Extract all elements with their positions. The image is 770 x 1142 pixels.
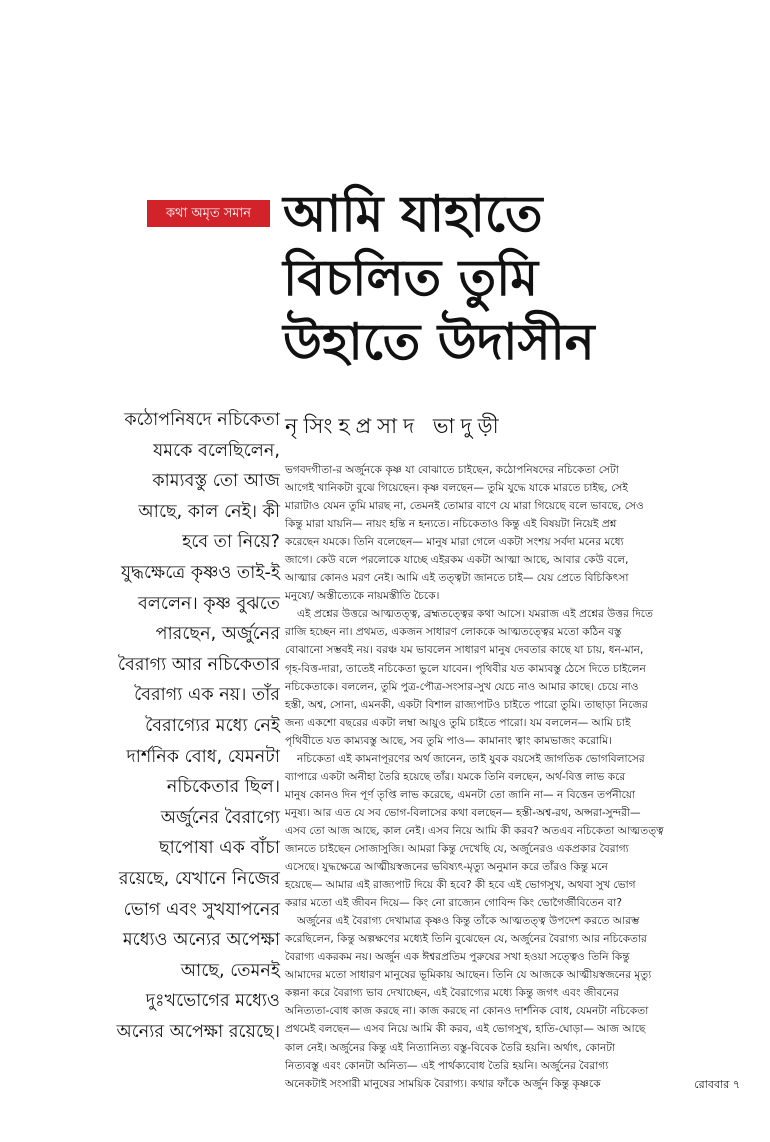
body-text-line: ভগবদগীতা-র অর্জুনকে কৃষ্ণ যা বোঝাতে চাইছেন, কঠোপনিষদের নচিকেতা সেটা: [285, 464, 619, 476]
body-text-line: কাল নেই। অর্জুনের কিন্তু এই নিত্যানিত্য বস্তু-বিবেক তৈরি হয়নি। অর্থাৎ, কোনটা: [285, 1041, 616, 1054]
body-text-line: জাগে। কেউ বলে পরলোকে যাচ্ছে এইরকম একটা আত্মা আছে, আবার কেউ বলে,: [285, 554, 629, 567]
pull-quote-line: যমকে বলেছিলেন,: [153, 440, 280, 461]
pull-quote-line: হবে তা নিয়ে?: [182, 532, 280, 553]
body-text-line: বৈরাগ্য একরকম নয়। অর্জুন এক ঈশ্বরপ্রতিম পুরুষের সখা হওয়া সত্ত্বেও তিনি কিন্তু: [285, 951, 630, 964]
pull-quote: [52, 405, 280, 1047]
pull-quote-line: কাম্যবস্তু তো আজ: [152, 471, 280, 492]
article-body: [285, 461, 745, 1093]
title-line: আমি যাহাতে: [283, 185, 543, 243]
body-text-line: মনুষ্য। আর এত যে সব ভোগ-বিলাসের কথা বলছেন— হস্তী-অশ্ব-রথ, অপ্সরা-সুন্দরী—: [285, 806, 641, 819]
pull-quote-line: ভোগ এবং সুখযাপনের: [123, 899, 280, 920]
article-title: [283, 182, 753, 374]
body-text-line: করার মতো এই জীবন দিয়ে— কিং নো রাজ্যেন গোবিন্দ কিং ভোগৈর্জীবিতেন বা?: [285, 897, 623, 910]
body-text-line: ব্যাপারে একটা অনীহা তৈরি হয়েছে তাঁর। যমকে তিনি বলছেন, অর্থ-বিত্ত লাভ করে: [285, 770, 626, 783]
pull-quote-line: নচিকেতার ছিল।: [166, 777, 280, 798]
pull-quote-line: আছে, কাল নেই। কী: [138, 501, 280, 522]
body-text-line: অনিত্যতা-বোধ কাজ করছে না। কাজ করছে না কোনও দার্শনিক বোধ, যেমনটা নচিকেতা: [285, 1005, 649, 1018]
body-text-line: রাজি হচ্ছেন না। প্রথমত, একজন সাধারণ লোককে আত্মতত্ত্বের মতো কঠিন বস্তু: [285, 626, 622, 639]
body-text-line: বোঝানো সম্ভবই নয়। বরঞ্চ যম ভাবলেন সাধারণ মানুষ দেবতার কাছে যা চায়, ধন-মান,: [285, 644, 644, 657]
pull-quote-line: পারছেন, অর্জুনের: [155, 624, 280, 645]
body-text-line: এসেছে। যুদ্ধক্ষেত্রে আত্মীয়স্বজনের ভবিষ্যৎ-মৃত্যু অনুমান করে তাঁরও কিন্তু মনে: [285, 861, 608, 874]
pull-quote-line: অর্জুনের বৈরাগ্যে: [160, 807, 280, 828]
body-text-line: আমাদের মতো সাধারণ মানুষের ভূমিকায় আছেন। তিনি যে আজকে আত্মীয়স্বজনের মৃত্যু: [285, 969, 652, 982]
body-text-line: নচিকেতাকে। বললেন, তুমি পুত্র-পৌত্র-সংসার-সুখ যেচে নাও আমার কাছে। চেয়ে নাও: [285, 680, 639, 693]
pull-quote-line: মধ্যেও অন্যের অপেক্ষা: [122, 930, 280, 951]
body-text-line: জন্য একশো বছরের একটা লম্বা আয়ুও তুমি চাইতে পারো। যম বললেন— আমি চাই: [285, 716, 631, 729]
pull-quote-line: বৈরাগ্য এক নয়। তাঁর: [134, 685, 280, 706]
body-text-line: করেছেন যমকে। তিনি বলেছেন— মানুষ মারা গেলে একটা সংশয় সর্বদা মনের মধ্যে: [285, 536, 624, 549]
pull-quote-line: বললেন। কৃষ্ণ বুঝতে: [137, 593, 280, 614]
body-text-line: মারাটাও যেমন তুমি মারছ না, তেমনই তোমার বাণে যে মারা গিয়েছে বলে ভাবছে, সেও: [285, 500, 644, 513]
body-text-line: এই প্রশ্নের উত্তরে আত্মতত্ত্ব, ব্রহ্মতত্ত্বের কথা আসে। যমরাজ এই প্রশ্নের উত্তর দিতে: [297, 608, 654, 621]
pull-quote-line: যুদ্ধক্ষেত্রে কৃষ্ণও তাই-ই: [120, 562, 280, 583]
section-badge: কথা অমৃত সমান: [147, 200, 270, 227]
body-text-line: অর্জুনের এই বৈরাগ্য দেখামাত্র কৃষ্ণও কিন্তু তাঁকে আত্মতত্ত্ব উপদেশ করতে আরম্ভ: [297, 915, 640, 928]
title-line: উহাতে উদাসীন: [283, 313, 595, 371]
body-text-line: অনেকটাই সংসারী মানুষের সাময়িক বৈরাগ্য। কথার ফাঁকে অর্জুন কিন্তু কৃষ্ণকে: [285, 1077, 601, 1090]
pull-quote-line: বৈরাগ্য আর নচিকেতার: [117, 654, 280, 675]
pull-quote-line: ছাপোষা এক বাঁচা: [158, 838, 280, 859]
pull-quote-line: কঠোপনিষদে নচিকেতা: [124, 410, 280, 430]
body-text-line: এসব তো আজ আছে, কাল নেই। এসব নিয়ে আমি কী করব? অতএব নচিকেতা আত্মতত্ত্ব: [285, 824, 664, 837]
author-byline: নৃসিংহপ্রসাদ ভাদুড়ী: [285, 414, 505, 438]
title-line: বিচলিত তুমি: [283, 249, 539, 307]
body-text-line: প্রথমেই বলছেন— এসব নিয়ে আমি কী করব, এই ভোগসুখ, হাতি-ঘোড়া— আজ আছে: [285, 1023, 646, 1036]
pull-quote-line: রয়েছে, যেখানে নিজের: [118, 868, 280, 889]
body-text-line: হস্তী, অশ্ব, সোনা, এমনকী, একটা বিশাল রাজ্যপাটও চাইতে পারো তুমি। তাছাড়া নিজের: [285, 698, 648, 711]
body-text-line: কল্পনা করে বৈরাগ্য ভাব দেখাচ্ছেন, এই বৈরাগ্যের মধ্যে কিন্তু জগৎ এবং জীবনের: [285, 987, 619, 1000]
body-text-line: আত্মার কোনও মরণ নেই। আমি এই তত্ত্বটা জানতে চাই— যেয় প্রেতে বিচিকিৎসা: [285, 572, 629, 585]
body-text-line: মনুষ্যে/ অস্তীত্যেকে নায়মস্তীতি চৈকে।: [285, 590, 440, 603]
page-folio: রোববার ৭: [694, 1078, 740, 1091]
body-text-line: নিত্যবস্তু এবং কোনটা অনিত্য— এই পার্থক্যবোধ তৈরি হয়নি। অর্জুনের বৈরাগ্য: [285, 1059, 609, 1072]
body-text-line: জানতে চাইছেন সোজাসুজি। আমরা কিন্তু দেখেছি যে, অর্জুনেরও একপ্রকার বৈরাগ্য: [285, 842, 629, 855]
pull-quote-line: দুঃখভোগের মধ্যেও: [145, 991, 280, 1012]
body-text-line: আগেই খানিকটা বুঝে গিয়েছেন। কৃষ্ণ বলছেন— তুমি যুদ্ধে যাকে মারতে চাইছ, সেই: [285, 482, 628, 495]
body-text-line: পৃথিবীতে যত কাম্যবস্তু আছে, সব তুমি পাও— কামানাং ত্বাং কামভাজং করোমি।: [285, 734, 612, 747]
pull-quote-line: দার্শনিক বোধ, যেমনটা: [126, 746, 280, 767]
body-text-line: গৃহ-বিত্ত-দারা, তাতেই নচিকেতা ভুলে যাবেন। পৃথিবীর যত কাম্যবস্তু ঠেসে দিতে চাইলেন: [285, 662, 646, 675]
body-text-line: করেছিলেন, কিন্তু অল্পক্ষণের মধ্যেই তিনি বুঝেছেন যে, অর্জুনের বৈরাগ্য আর নচিকেতার: [285, 933, 647, 946]
body-text-line: মানুষ কোনও দিন পূর্ণ তৃপ্তি লাভ করেছে, এমনটা তো জানি না— ন বিত্তেন তর্পনীয়ো: [285, 788, 636, 801]
body-text-line: কিন্তু মারা যায়নি— নায়ং হন্তি ন হন্যতে। নচিকেতাও কিন্তু এই বিষয়টা নিয়েই প্রশ্ন: [285, 518, 617, 531]
body-text-line: নচিকেতা এই কামনাপূরণের অর্থ জানেন, তাই যুবক বয়সেই জাগতিক ভোগবিলাসের: [297, 752, 645, 765]
pull-quote-line: আছে, তেমনই: [180, 960, 280, 981]
pull-quote-line: অন্যের অপেক্ষা রয়েছে।: [116, 1021, 280, 1042]
body-text-line: হয়েছে— আমার এই রাজ্যপাট দিয়ে কী হবে? কী হবে এই ভোগসুখ, অথবা সুখ ভোগ: [285, 879, 636, 892]
pull-quote-line: বৈরাগ্যের মধ্যে নেই: [145, 715, 280, 736]
